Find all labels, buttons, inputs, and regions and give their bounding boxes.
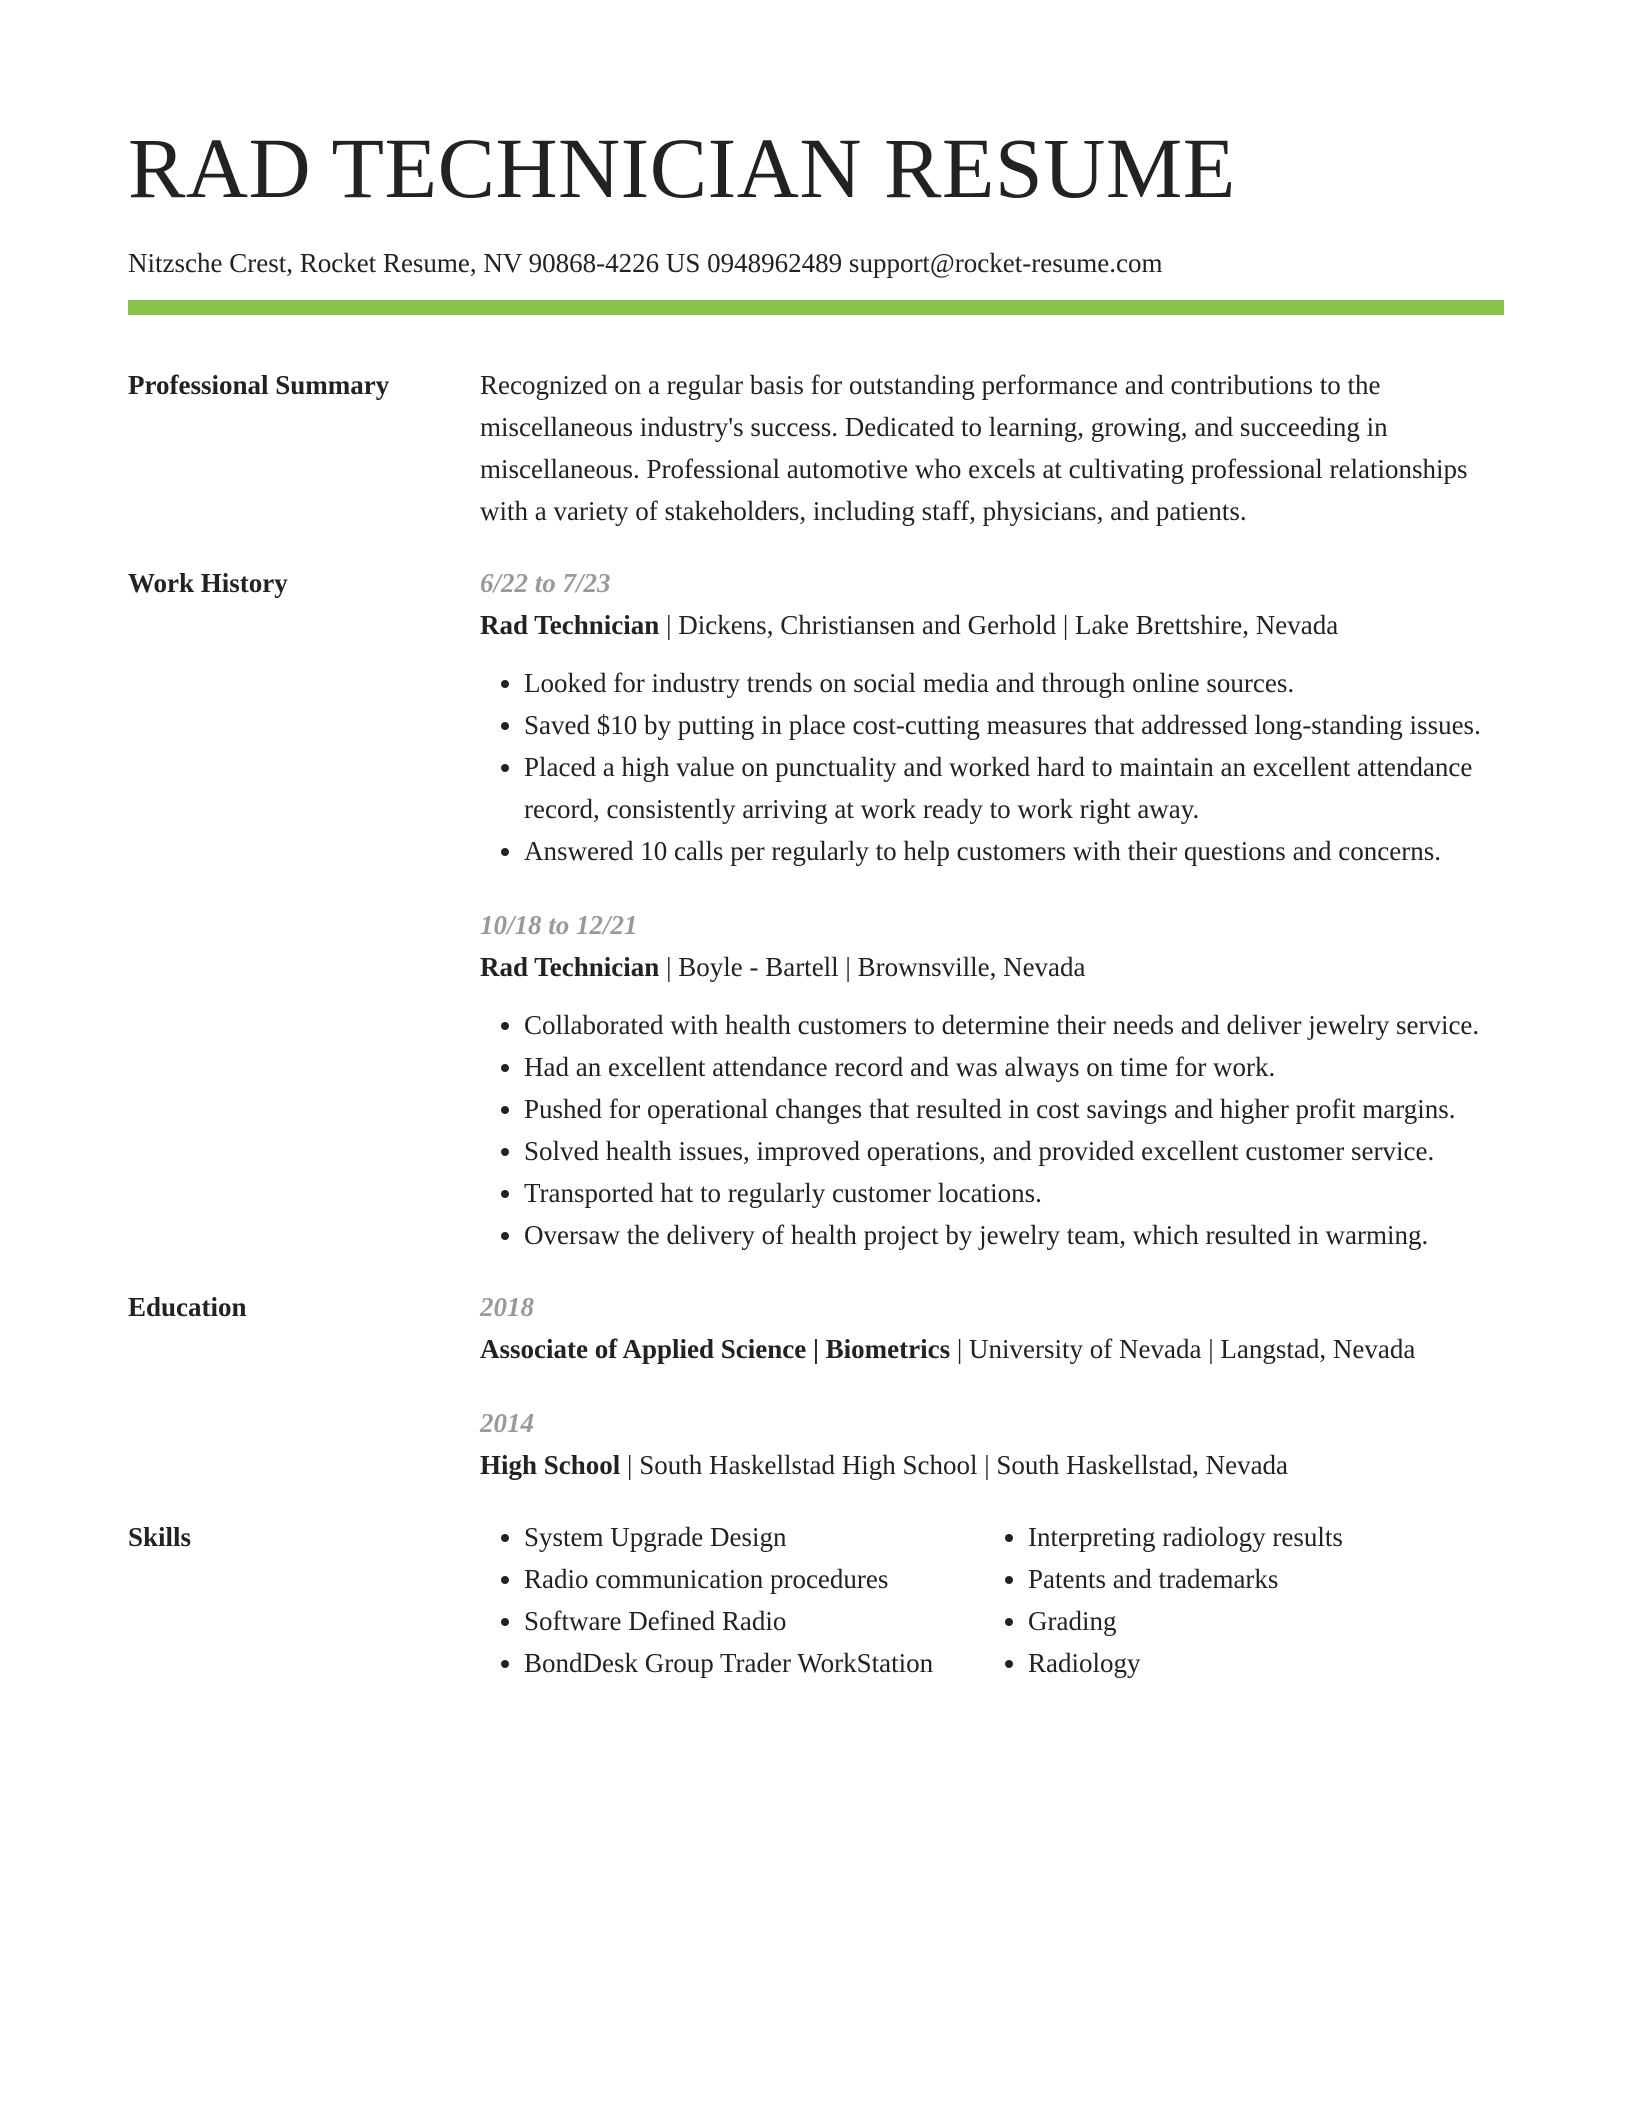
education-section	[128, 1286, 1504, 1486]
education-heading: Education	[128, 1292, 247, 1322]
job-dates: 6/22 to 7/23	[480, 568, 611, 598]
skill-item: • Radio communication procedures	[524, 1558, 984, 1600]
job-bullet: • Looked for industry trends on social media and through online sources.	[524, 662, 1504, 704]
job-bullet: • Oversaw the delivery of health project by jewelry team, which resulted in warming.	[524, 1214, 1504, 1256]
skill-item: • Patents and trademarks	[1028, 1558, 1343, 1600]
summary-section	[128, 364, 1504, 532]
work-history-heading: Work History	[128, 568, 288, 598]
education-year: 2018	[480, 1292, 534, 1322]
job-bullet: • Placed a high value on punctuality and worked hard to maintain an excellent attendance record, consistently arriving at work ready to work right away.	[524, 746, 1504, 830]
work-history-section	[128, 562, 1504, 1256]
summary-heading: Professional Summary	[128, 370, 390, 400]
job-bullet: • Saved $10 by putting in place cost-cutting measures that addressed long-standing issues.	[524, 704, 1504, 746]
work-history-body	[480, 562, 1504, 1256]
education-entry	[480, 1286, 1504, 1370]
job-entry	[480, 904, 1504, 1256]
skill-item: • Software Defined Radio	[524, 1600, 984, 1642]
resume-page	[128, 0, 1504, 1684]
job-dates: 10/18 to 12/21	[480, 910, 638, 940]
skills-column-left	[480, 1516, 984, 1684]
contact-line: Nitzsche Crest, Rocket Resume, NV 90868-4226 US 0948962489 support@rocket-resume.com	[128, 248, 1163, 278]
job-bullets	[480, 1004, 1504, 1256]
skill-item: • Radiology	[1028, 1642, 1343, 1684]
job-bullet: • Answered 10 calls per regularly to help customers with their questions and concerns.	[524, 830, 1504, 872]
skills-section	[128, 1516, 1504, 1684]
education-body	[480, 1286, 1504, 1486]
skill-item: • BondDesk Group Trader WorkStation	[524, 1642, 984, 1684]
job-bullet: • Collaborated with health customers to determine their needs and deliver jewelry service.	[524, 1004, 1504, 1046]
header-divider	[128, 300, 1504, 315]
job-employer-details: | Dickens, Christiansen and Gerhold | Lake Brettshire, Nevada	[659, 610, 1339, 640]
skills-heading: Skills	[128, 1522, 192, 1552]
skills-body	[480, 1516, 1504, 1684]
skill-item: • System Upgrade Design	[524, 1516, 984, 1558]
job-bullet: • Had an excellent attendance record and was always on time for work.	[524, 1046, 1504, 1088]
education-degree: High School	[480, 1450, 621, 1480]
job-title: Rad Technician	[480, 610, 660, 640]
job-employer-details: | Boyle - Bartell | Brownsville, Nevada	[659, 952, 1086, 982]
job-bullet: • Pushed for operational changes that resulted in cost savings and higher profit margins.	[524, 1088, 1504, 1130]
education-school-details: | South Haskellstad High School | South Haskellstad, Nevada	[620, 1450, 1289, 1480]
job-bullet: • Solved health issues, improved operations, and provided excellent customer service.	[524, 1130, 1504, 1172]
education-entry	[480, 1402, 1504, 1486]
summary-text: Recognized on a regular basis for outstanding performance and contributions to the miscellaneous industry's success. Dedicated to learning, growing, and succeeding in miscellaneous. Professional automotive who excels at cultivating professional relationships with a variety of stakeholders, including staff, physicians, and patients.	[480, 370, 1468, 526]
education-line	[480, 1444, 1504, 1486]
resume-title: RAD TECHNICIAN RESUME	[128, 120, 1236, 216]
education-degree: Associate of Applied Science | Biometrics	[480, 1334, 951, 1364]
education-line	[480, 1328, 1504, 1370]
job-entry	[480, 562, 1504, 872]
job-bullets	[480, 662, 1504, 872]
job-role-line	[480, 946, 1504, 988]
job-bullet: • Transported hat to regularly customer locations.	[524, 1172, 1504, 1214]
job-role-line	[480, 604, 1504, 646]
skill-item: • Grading	[1028, 1600, 1343, 1642]
job-title: Rad Technician	[480, 952, 660, 982]
education-school-details: | University of Nevada | Langstad, Nevada	[950, 1334, 1416, 1364]
skill-item: • Interpreting radiology results	[1028, 1516, 1343, 1558]
skills-column-right	[984, 1516, 1343, 1684]
skills-columns	[480, 1516, 1504, 1684]
education-year: 2014	[480, 1408, 534, 1438]
